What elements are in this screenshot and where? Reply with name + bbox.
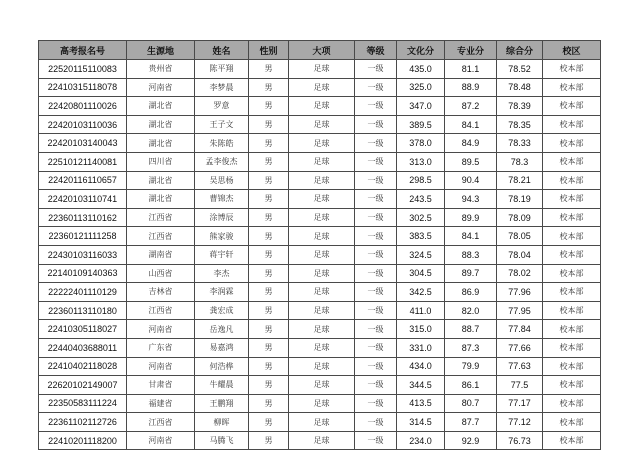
- sport-cell: 足球: [289, 283, 355, 302]
- exam-id-cell: 22420103140043: [39, 134, 127, 153]
- gender-cell: 男: [249, 152, 289, 171]
- name-cell: 李杰: [195, 264, 249, 283]
- major-score-cell: 84.1: [445, 227, 497, 246]
- gender-cell: 男: [249, 283, 289, 302]
- major-score-cell: 87.3: [445, 338, 497, 357]
- gender-cell: 男: [249, 413, 289, 432]
- gender-cell: 男: [249, 78, 289, 97]
- table-row: [39, 357, 601, 376]
- total-score-cell: 77.12: [497, 413, 543, 432]
- campus-cell: 校本部: [543, 97, 601, 116]
- origin-cell: 山西省: [127, 264, 195, 283]
- campus-cell: 校本部: [543, 78, 601, 97]
- sport-cell: 足球: [289, 152, 355, 171]
- exam-id-cell: 22410402118028: [39, 357, 127, 376]
- level-cell: 一级: [355, 245, 397, 264]
- level-cell: 一级: [355, 264, 397, 283]
- header-col-total-score: 综合分: [497, 41, 543, 60]
- level-cell: 一级: [355, 357, 397, 376]
- culture-score-cell: 298.5: [397, 171, 445, 190]
- table-row: [39, 97, 601, 116]
- total-score-cell: 77.5: [497, 376, 543, 395]
- sport-cell: 足球: [289, 431, 355, 450]
- sport-cell: 足球: [289, 134, 355, 153]
- level-cell: 一级: [355, 320, 397, 339]
- culture-score-cell: 383.5: [397, 227, 445, 246]
- exam-id-cell: 22420116110657: [39, 171, 127, 190]
- gender-cell: 男: [249, 320, 289, 339]
- campus-cell: 校本部: [543, 338, 601, 357]
- campus-cell: 校本部: [543, 320, 601, 339]
- header-col-campus: 校区: [543, 41, 601, 60]
- sport-cell: 足球: [289, 357, 355, 376]
- level-cell: 一级: [355, 171, 397, 190]
- sport-cell: 足球: [289, 60, 355, 79]
- gender-cell: 男: [249, 245, 289, 264]
- total-score-cell: 76.73: [497, 431, 543, 450]
- campus-cell: 校本部: [543, 264, 601, 283]
- name-cell: 何浩桦: [195, 357, 249, 376]
- culture-score-cell: 243.5: [397, 190, 445, 209]
- culture-score-cell: 331.0: [397, 338, 445, 357]
- header-col-culture-score: 文化分: [397, 41, 445, 60]
- major-score-cell: 88.3: [445, 245, 497, 264]
- name-cell: 李梦晨: [195, 78, 249, 97]
- level-cell: 一级: [355, 208, 397, 227]
- gender-cell: 男: [249, 171, 289, 190]
- total-score-cell: 78.04: [497, 245, 543, 264]
- culture-score-cell: 302.5: [397, 208, 445, 227]
- campus-cell: 校本部: [543, 245, 601, 264]
- header-col-origin: 生源地: [127, 41, 195, 60]
- exam-id-cell: 22410315118078: [39, 78, 127, 97]
- major-score-cell: 88.7: [445, 320, 497, 339]
- total-score-cell: 77.95: [497, 301, 543, 320]
- sport-cell: 足球: [289, 264, 355, 283]
- gender-cell: 男: [249, 431, 289, 450]
- campus-cell: 校本部: [543, 152, 601, 171]
- major-score-cell: 86.1: [445, 376, 497, 395]
- campus-cell: 校本部: [543, 413, 601, 432]
- name-cell: 罗意: [195, 97, 249, 116]
- campus-cell: 校本部: [543, 394, 601, 413]
- name-cell: 牛耀晨: [195, 376, 249, 395]
- sport-cell: 足球: [289, 171, 355, 190]
- origin-cell: 河南省: [127, 78, 195, 97]
- campus-cell: 校本部: [543, 376, 601, 395]
- table-row: [39, 134, 601, 153]
- gender-cell: 男: [249, 190, 289, 209]
- origin-cell: 河南省: [127, 320, 195, 339]
- name-cell: 孟李俊杰: [195, 152, 249, 171]
- campus-cell: 校本部: [543, 134, 601, 153]
- major-score-cell: 89.7: [445, 264, 497, 283]
- origin-cell: 甘肃省: [127, 376, 195, 395]
- culture-score-cell: 413.5: [397, 394, 445, 413]
- name-cell: 马腾飞: [195, 431, 249, 450]
- culture-score-cell: 324.5: [397, 245, 445, 264]
- level-cell: 一级: [355, 394, 397, 413]
- name-cell: 李润霖: [195, 283, 249, 302]
- campus-cell: 校本部: [543, 431, 601, 450]
- origin-cell: 河南省: [127, 431, 195, 450]
- table-row: [39, 190, 601, 209]
- name-cell: 蒋宇轩: [195, 245, 249, 264]
- major-score-cell: 82.0: [445, 301, 497, 320]
- exam-id-cell: 22620102149007: [39, 376, 127, 395]
- origin-cell: 江西省: [127, 413, 195, 432]
- name-cell: 王鹏翔: [195, 394, 249, 413]
- level-cell: 一级: [355, 338, 397, 357]
- table-row: [39, 152, 601, 171]
- table-row: [39, 338, 601, 357]
- major-score-cell: 84.1: [445, 115, 497, 134]
- sport-cell: 足球: [289, 320, 355, 339]
- origin-cell: 四川省: [127, 152, 195, 171]
- header-col-exam-id: 高考报名号: [39, 41, 127, 60]
- name-cell: 吴思杨: [195, 171, 249, 190]
- exam-id-cell: 22360121111258: [39, 227, 127, 246]
- table-row: [39, 245, 601, 264]
- exam-id-cell: 22360113110180: [39, 301, 127, 320]
- culture-score-cell: 313.0: [397, 152, 445, 171]
- level-cell: 一级: [355, 78, 397, 97]
- exam-id-cell: 22420103110036: [39, 115, 127, 134]
- table-row: [39, 115, 601, 134]
- origin-cell: 贵州省: [127, 60, 195, 79]
- origin-cell: 河南省: [127, 357, 195, 376]
- sport-cell: 足球: [289, 338, 355, 357]
- total-score-cell: 78.39: [497, 97, 543, 116]
- major-score-cell: 89.9: [445, 208, 497, 227]
- level-cell: 一级: [355, 301, 397, 320]
- total-score-cell: 78.05: [497, 227, 543, 246]
- total-score-cell: 77.17: [497, 394, 543, 413]
- sport-cell: 足球: [289, 376, 355, 395]
- table-row: [39, 376, 601, 395]
- gender-cell: 男: [249, 60, 289, 79]
- culture-score-cell: 325.0: [397, 78, 445, 97]
- name-cell: 岳逸凡: [195, 320, 249, 339]
- level-cell: 一级: [355, 60, 397, 79]
- level-cell: 一级: [355, 134, 397, 153]
- origin-cell: 广东省: [127, 338, 195, 357]
- gender-cell: 男: [249, 394, 289, 413]
- campus-cell: 校本部: [543, 171, 601, 190]
- culture-score-cell: 315.0: [397, 320, 445, 339]
- level-cell: 一级: [355, 227, 397, 246]
- gender-cell: 男: [249, 301, 289, 320]
- admission-table: [38, 40, 601, 450]
- exam-id-cell: 22360113110162: [39, 208, 127, 227]
- origin-cell: 湖南省: [127, 245, 195, 264]
- table-row: [39, 413, 601, 432]
- name-cell: 柳晖: [195, 413, 249, 432]
- sport-cell: 足球: [289, 97, 355, 116]
- major-score-cell: 89.5: [445, 152, 497, 171]
- gender-cell: 男: [249, 115, 289, 134]
- origin-cell: 吉林省: [127, 283, 195, 302]
- culture-score-cell: 304.5: [397, 264, 445, 283]
- origin-cell: 湖北省: [127, 97, 195, 116]
- table-row: [39, 60, 601, 79]
- name-cell: 熊家骏: [195, 227, 249, 246]
- origin-cell: 湖北省: [127, 190, 195, 209]
- header-col-sport: 大项: [289, 41, 355, 60]
- sport-cell: 足球: [289, 115, 355, 134]
- table-row: [39, 264, 601, 283]
- level-cell: 一级: [355, 283, 397, 302]
- header-col-name: 姓名: [195, 41, 249, 60]
- table-row: [39, 283, 601, 302]
- sport-cell: 足球: [289, 394, 355, 413]
- exam-id-cell: 22140109140363: [39, 264, 127, 283]
- level-cell: 一级: [355, 115, 397, 134]
- name-cell: 涂博辰: [195, 208, 249, 227]
- campus-cell: 校本部: [543, 208, 601, 227]
- gender-cell: 男: [249, 376, 289, 395]
- table-body: [39, 60, 601, 450]
- gender-cell: 男: [249, 338, 289, 357]
- name-cell: 陈平翔: [195, 60, 249, 79]
- culture-score-cell: 434.0: [397, 357, 445, 376]
- name-cell: 朱陈皓: [195, 134, 249, 153]
- exam-id-cell: 22440403688011: [39, 338, 127, 357]
- total-score-cell: 77.84: [497, 320, 543, 339]
- sport-cell: 足球: [289, 78, 355, 97]
- major-score-cell: 84.9: [445, 134, 497, 153]
- header-row: [39, 41, 601, 60]
- total-score-cell: 77.66: [497, 338, 543, 357]
- exam-id-cell: 22222401110129: [39, 283, 127, 302]
- major-score-cell: 87.2: [445, 97, 497, 116]
- exam-id-cell: 22410305118027: [39, 320, 127, 339]
- culture-score-cell: 342.5: [397, 283, 445, 302]
- total-score-cell: 77.63: [497, 357, 543, 376]
- origin-cell: 江西省: [127, 227, 195, 246]
- level-cell: 一级: [355, 413, 397, 432]
- table-row: [39, 171, 601, 190]
- campus-cell: 校本部: [543, 283, 601, 302]
- total-score-cell: 77.96: [497, 283, 543, 302]
- total-score-cell: 78.33: [497, 134, 543, 153]
- header-col-level: 等级: [355, 41, 397, 60]
- major-score-cell: 88.9: [445, 78, 497, 97]
- sport-cell: 足球: [289, 190, 355, 209]
- campus-cell: 校本部: [543, 190, 601, 209]
- level-cell: 一级: [355, 97, 397, 116]
- total-score-cell: 78.19: [497, 190, 543, 209]
- origin-cell: 湖北省: [127, 115, 195, 134]
- name-cell: 龚宏成: [195, 301, 249, 320]
- origin-cell: 江西省: [127, 301, 195, 320]
- major-score-cell: 94.3: [445, 190, 497, 209]
- major-score-cell: 79.9: [445, 357, 497, 376]
- total-score-cell: 78.3: [497, 152, 543, 171]
- table-row: [39, 394, 601, 413]
- culture-score-cell: 411.0: [397, 301, 445, 320]
- table-row: [39, 320, 601, 339]
- exam-id-cell: 22510121140081: [39, 152, 127, 171]
- sport-cell: 足球: [289, 227, 355, 246]
- culture-score-cell: 314.5: [397, 413, 445, 432]
- table-row: [39, 301, 601, 320]
- sport-cell: 足球: [289, 413, 355, 432]
- name-cell: 王子文: [195, 115, 249, 134]
- exam-id-cell: 22361102112726: [39, 413, 127, 432]
- gender-cell: 男: [249, 264, 289, 283]
- campus-cell: 校本部: [543, 357, 601, 376]
- origin-cell: 湖北省: [127, 134, 195, 153]
- sport-cell: 足球: [289, 301, 355, 320]
- origin-cell: 江西省: [127, 208, 195, 227]
- level-cell: 一级: [355, 190, 397, 209]
- culture-score-cell: 344.5: [397, 376, 445, 395]
- gender-cell: 男: [249, 97, 289, 116]
- level-cell: 一级: [355, 431, 397, 450]
- total-score-cell: 78.35: [497, 115, 543, 134]
- major-score-cell: 92.9: [445, 431, 497, 450]
- gender-cell: 男: [249, 357, 289, 376]
- major-score-cell: 81.1: [445, 60, 497, 79]
- culture-score-cell: 378.0: [397, 134, 445, 153]
- exam-id-cell: 22420801110026: [39, 97, 127, 116]
- level-cell: 一级: [355, 152, 397, 171]
- culture-score-cell: 435.0: [397, 60, 445, 79]
- level-cell: 一级: [355, 376, 397, 395]
- total-score-cell: 78.48: [497, 78, 543, 97]
- total-score-cell: 78.52: [497, 60, 543, 79]
- culture-score-cell: 389.5: [397, 115, 445, 134]
- name-cell: 曹锦杰: [195, 190, 249, 209]
- gender-cell: 男: [249, 208, 289, 227]
- table-row: [39, 208, 601, 227]
- table-row: [39, 431, 601, 450]
- total-score-cell: 78.21: [497, 171, 543, 190]
- sport-cell: 足球: [289, 208, 355, 227]
- major-score-cell: 86.9: [445, 283, 497, 302]
- origin-cell: 福建省: [127, 394, 195, 413]
- exam-id-cell: 22520115110083: [39, 60, 127, 79]
- origin-cell: 湖北省: [127, 171, 195, 190]
- campus-cell: 校本部: [543, 60, 601, 79]
- exam-id-cell: 22410201118200: [39, 431, 127, 450]
- campus-cell: 校本部: [543, 227, 601, 246]
- total-score-cell: 78.02: [497, 264, 543, 283]
- major-score-cell: 80.7: [445, 394, 497, 413]
- major-score-cell: 87.7: [445, 413, 497, 432]
- campus-cell: 校本部: [543, 301, 601, 320]
- table-row: [39, 78, 601, 97]
- table-row: [39, 227, 601, 246]
- gender-cell: 男: [249, 227, 289, 246]
- header-col-gender: 性别: [249, 41, 289, 60]
- header-col-major-score: 专业分: [445, 41, 497, 60]
- name-cell: 易嘉鸿: [195, 338, 249, 357]
- culture-score-cell: 234.0: [397, 431, 445, 450]
- campus-cell: 校本部: [543, 115, 601, 134]
- exam-id-cell: 22350583111224: [39, 394, 127, 413]
- culture-score-cell: 347.0: [397, 97, 445, 116]
- exam-id-cell: 22420103110741: [39, 190, 127, 209]
- gender-cell: 男: [249, 134, 289, 153]
- major-score-cell: 90.4: [445, 171, 497, 190]
- exam-id-cell: 22430103116033: [39, 245, 127, 264]
- total-score-cell: 78.09: [497, 208, 543, 227]
- sport-cell: 足球: [289, 245, 355, 264]
